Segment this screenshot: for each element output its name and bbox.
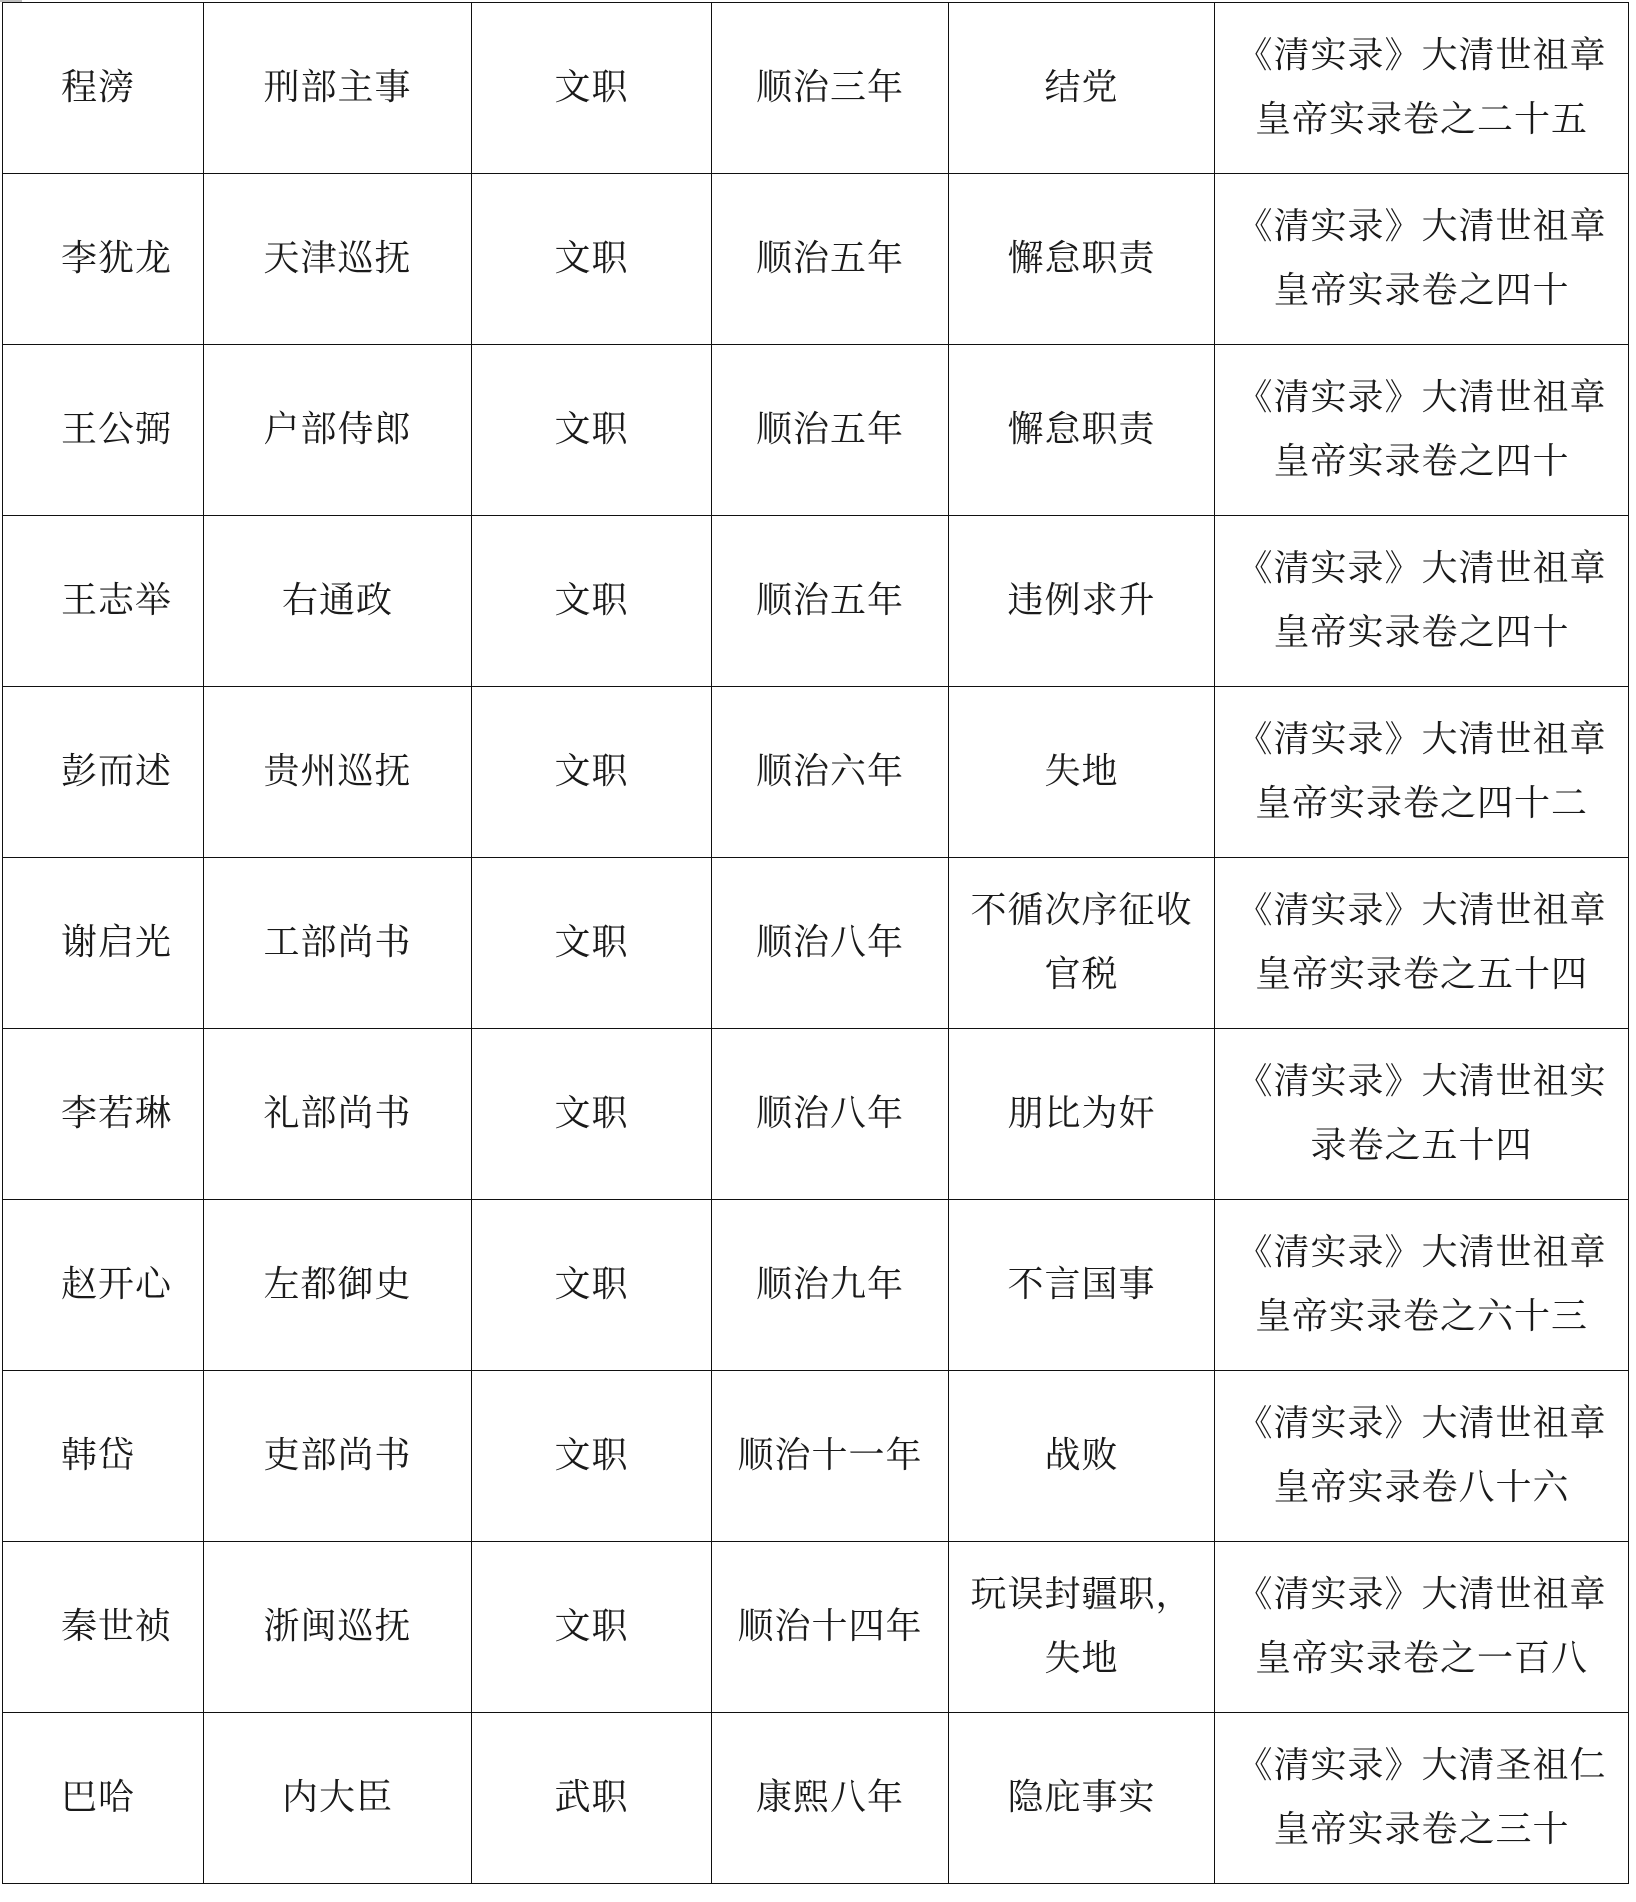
cell-year: 顺治三年	[712, 3, 949, 174]
cell-category: 文职	[472, 345, 712, 516]
cell-position: 贵州巡抚	[204, 687, 472, 858]
cell-name: 李若琳	[3, 1029, 204, 1200]
table-row	[3, 1029, 1629, 1200]
cell-name: 程滂	[3, 3, 204, 174]
table-row	[3, 174, 1629, 345]
cell-reason: 朋比为奸	[949, 1029, 1215, 1200]
cell-source: 《清实录》大清世祖章皇帝实录卷之五十四	[1215, 858, 1629, 1029]
cell-reason: 违例求升	[949, 516, 1215, 687]
table-row	[3, 345, 1629, 516]
cell-name: 王志举	[3, 516, 204, 687]
cell-name: 李犹龙	[3, 174, 204, 345]
cell-category: 文职	[472, 1200, 712, 1371]
cell-position: 内大臣	[204, 1713, 472, 1884]
cell-name: 谢启光	[3, 858, 204, 1029]
cell-source: 《清实录》大清世祖章皇帝实录卷之四十	[1215, 174, 1629, 345]
cell-year: 顺治八年	[712, 858, 949, 1029]
cell-year: 顺治六年	[712, 687, 949, 858]
cell-category: 文职	[472, 1371, 712, 1542]
cell-reason: 不循次序征收官税	[949, 858, 1215, 1029]
cell-name: 巴哈	[3, 1713, 204, 1884]
cell-source: 《清实录》大清世祖章皇帝实录卷之四十	[1215, 516, 1629, 687]
cell-name: 秦世祯	[3, 1542, 204, 1713]
table-row	[3, 1542, 1629, 1713]
cell-reason: 战败	[949, 1371, 1215, 1542]
cell-source: 《清实录》大清世祖章皇帝实录卷之六十三	[1215, 1200, 1629, 1371]
cell-source: 《清实录》大清世祖实录卷之五十四	[1215, 1029, 1629, 1200]
cell-reason: 玩误封疆职，失地	[949, 1542, 1215, 1713]
cell-position: 左都御史	[204, 1200, 472, 1371]
cell-year: 顺治十一年	[712, 1371, 949, 1542]
cell-name: 王公弼	[3, 345, 204, 516]
cell-reason: 失地	[949, 687, 1215, 858]
cell-reason: 懈怠职责	[949, 174, 1215, 345]
table-row	[3, 858, 1629, 1029]
cell-name: 赵开心	[3, 1200, 204, 1371]
cell-year: 顺治十四年	[712, 1542, 949, 1713]
cell-position: 户部侍郎	[204, 345, 472, 516]
table-row	[3, 516, 1629, 687]
cell-name: 彭而述	[3, 687, 204, 858]
cell-category: 武职	[472, 1713, 712, 1884]
table-row	[3, 687, 1629, 858]
cell-year: 顺治五年	[712, 516, 949, 687]
cell-reason: 结党	[949, 3, 1215, 174]
cell-reason: 懈怠职责	[949, 345, 1215, 516]
table-row	[3, 1200, 1629, 1371]
cell-reason: 隐庇事实	[949, 1713, 1215, 1884]
cell-category: 文职	[472, 3, 712, 174]
cell-position: 浙闽巡抚	[204, 1542, 472, 1713]
cell-source: 《清实录》大清世祖章皇帝实录卷之二十五	[1215, 3, 1629, 174]
cell-category: 文职	[472, 1029, 712, 1200]
cell-year: 顺治五年	[712, 345, 949, 516]
cell-year: 康熙八年	[712, 1713, 949, 1884]
cell-source: 《清实录》大清世祖章皇帝实录卷八十六	[1215, 1371, 1629, 1542]
cell-source: 《清实录》大清世祖章皇帝实录卷之一百八	[1215, 1542, 1629, 1713]
cell-category: 文职	[472, 858, 712, 1029]
table-row	[3, 3, 1629, 174]
cell-year: 顺治八年	[712, 1029, 949, 1200]
cell-category: 文职	[472, 1542, 712, 1713]
cell-position: 礼部尚书	[204, 1029, 472, 1200]
cell-name: 韩岱	[3, 1371, 204, 1542]
table-row	[3, 1371, 1629, 1542]
cell-position: 天津巡抚	[204, 174, 472, 345]
cell-source: 《清实录》大清世祖章皇帝实录卷之四十	[1215, 345, 1629, 516]
cell-position: 吏部尚书	[204, 1371, 472, 1542]
cell-position: 刑部主事	[204, 3, 472, 174]
table-row	[3, 1713, 1629, 1884]
cell-reason: 不言国事	[949, 1200, 1215, 1371]
cell-category: 文职	[472, 687, 712, 858]
cell-source: 《清实录》大清圣祖仁皇帝实录卷之三十	[1215, 1713, 1629, 1884]
cell-category: 文职	[472, 174, 712, 345]
cell-source: 《清实录》大清世祖章皇帝实录卷之四十二	[1215, 687, 1629, 858]
cell-year: 顺治五年	[712, 174, 949, 345]
official-records-table	[2, 2, 1629, 1884]
cell-position: 右通政	[204, 516, 472, 687]
cell-year: 顺治九年	[712, 1200, 949, 1371]
cell-category: 文职	[472, 516, 712, 687]
cell-position: 工部尚书	[204, 858, 472, 1029]
